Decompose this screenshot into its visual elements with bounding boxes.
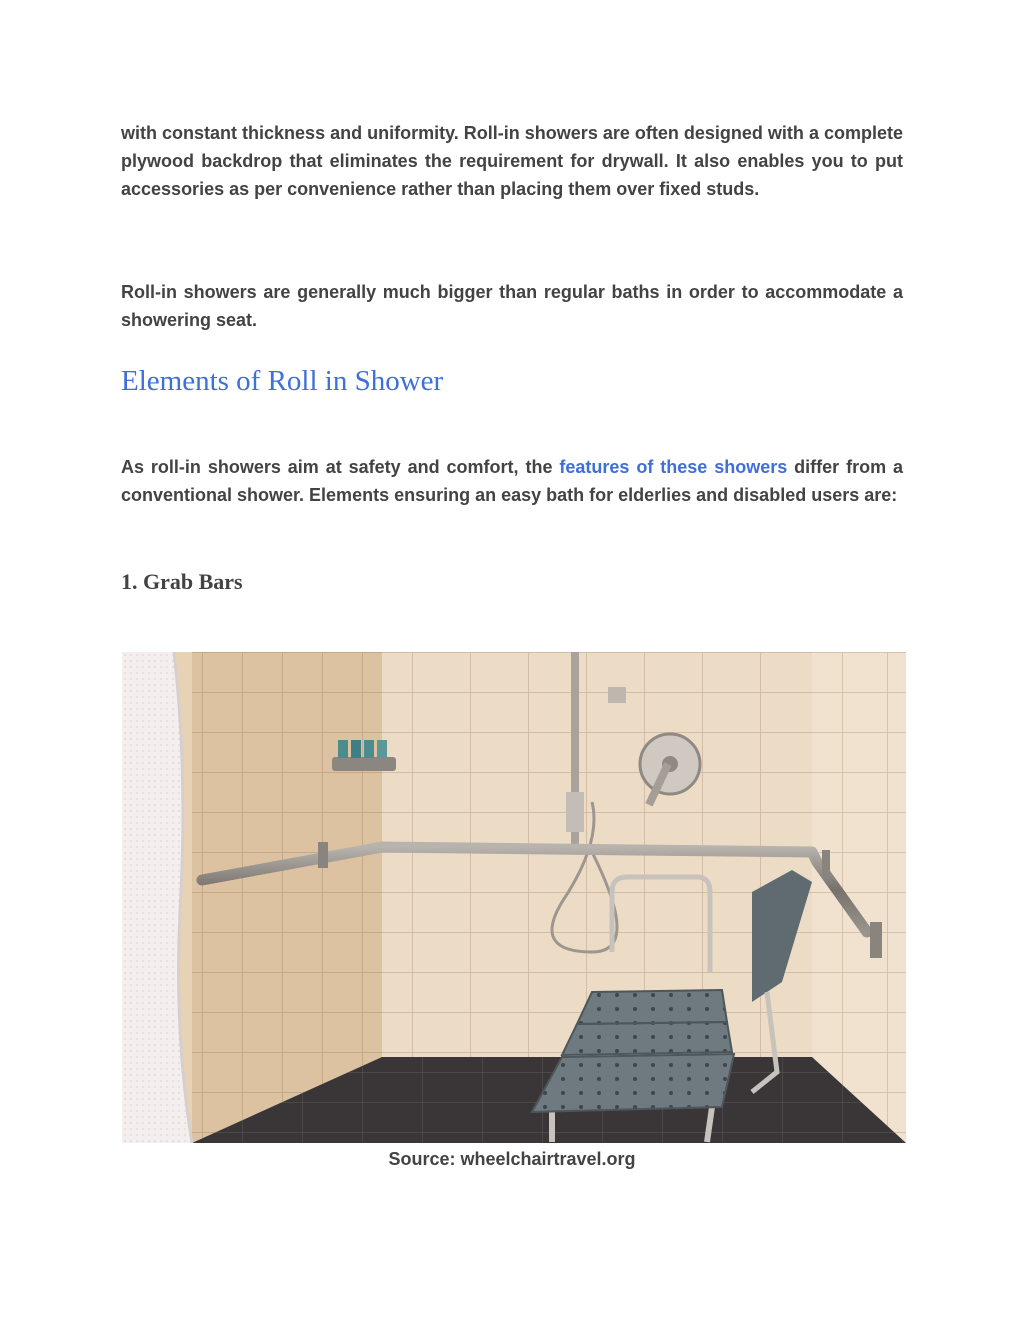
section-heading: Elements of Roll in Shower (121, 365, 444, 397)
shower-photo (122, 652, 906, 1143)
features-link[interactable]: features of these showers (559, 457, 788, 477)
paragraph-text-start: As roll-in showers aim at safety and comfort, the (121, 457, 560, 477)
image-caption: Source: wheelchairtravel.org (388, 1149, 636, 1169)
paragraph-shower-size: Roll-in showers are generally much bigger than regular baths in order to accommodate a showering seat. (121, 282, 903, 330)
paragraph-plywood-backdrop: with constant thickness and uniformity. Roll-in showers are often designed with a complete plywood backdrop that eliminates the requirement for drywall. It also enables you to put accessories as per convenience rather than placing them over fixed studs. (121, 123, 903, 199)
paragraph-text-end: differ from a conventional shower. Elements ensuring an easy bath for elderlies and disabled users are: (121, 457, 904, 505)
paragraph-elements-intro (121, 453, 903, 509)
subsection-heading: 1. Grab Bars (121, 569, 243, 594)
